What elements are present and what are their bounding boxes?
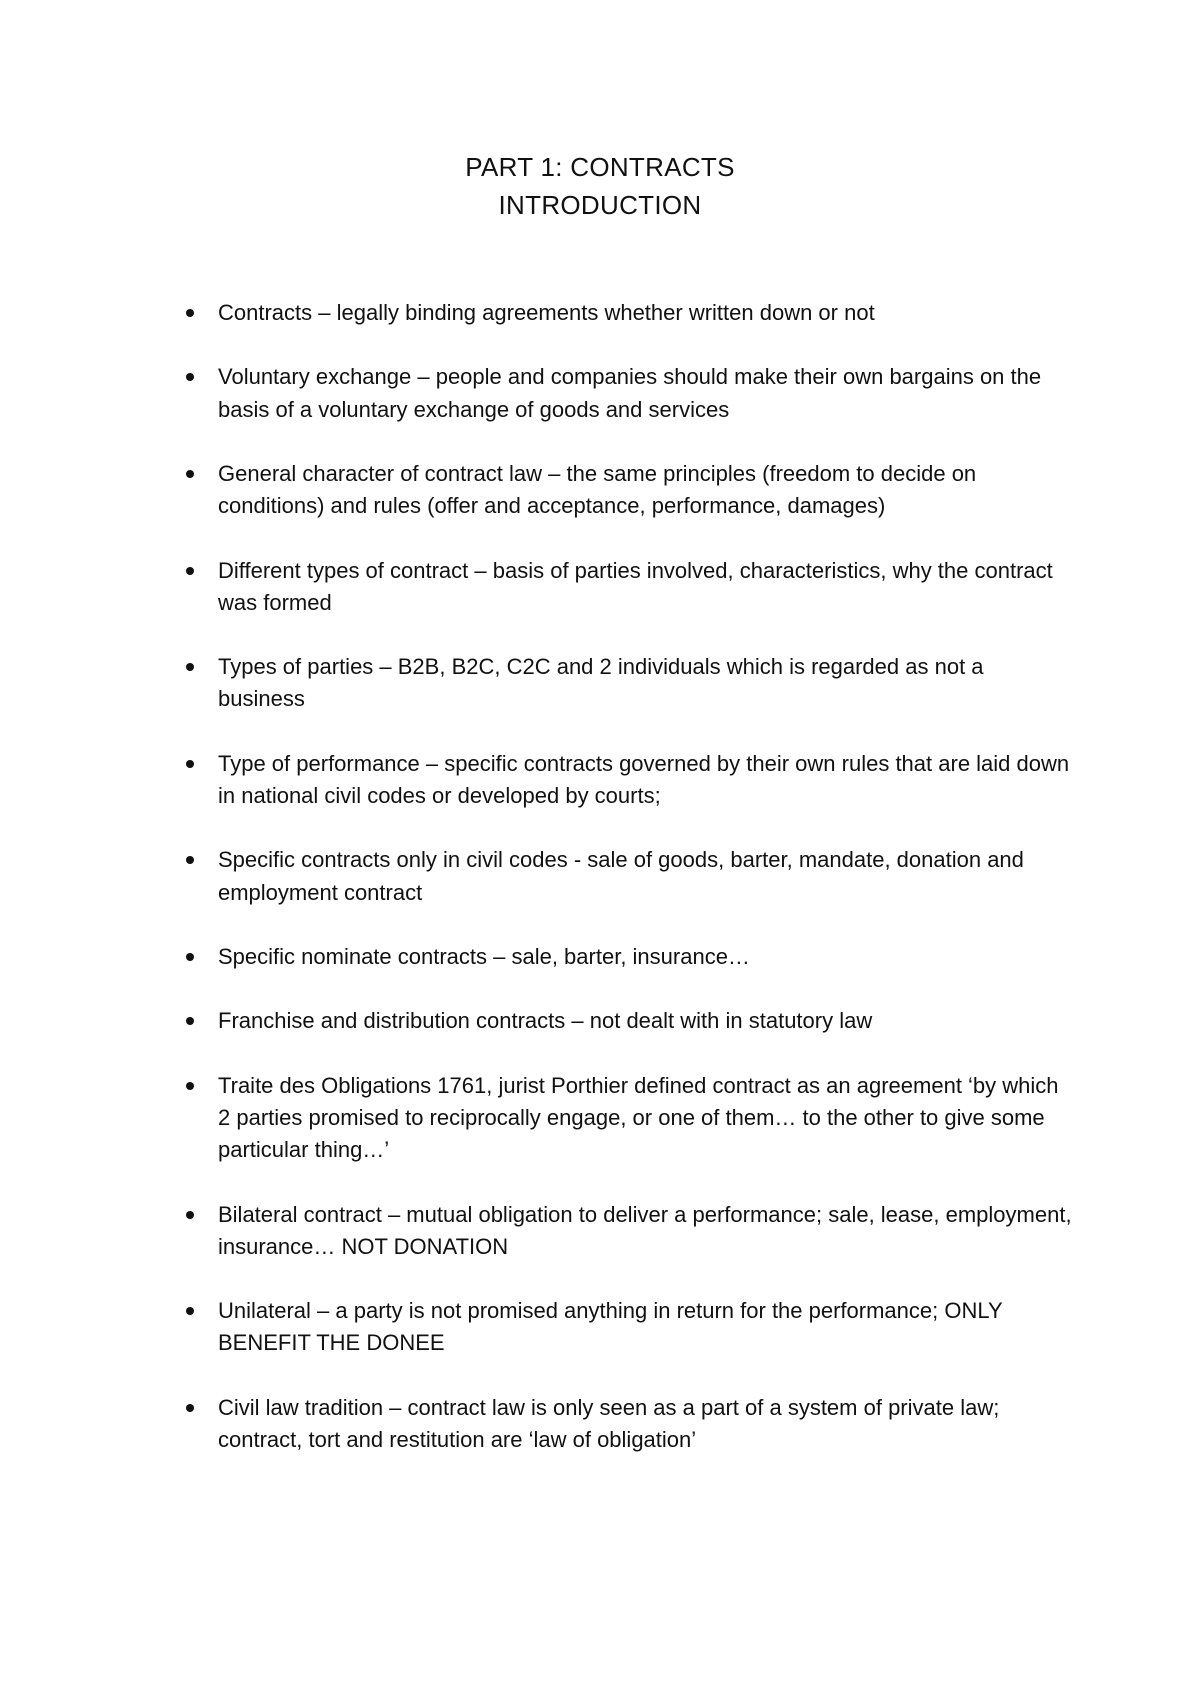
list-item [186,458,1076,522]
bullet-icon [186,1017,194,1025]
list-item-text: Franchise and distribution contracts – not dealt with in statutory law [218,1008,873,1034]
bullet-icon [186,470,194,478]
bullet-icon [186,1082,194,1090]
list-item [186,941,1076,973]
bullet-icon [186,760,194,768]
list-item [186,555,1076,619]
list-item-text: Civil law tradition – contract law is only seen as a part of a system of private law; contract, tort and restitution are ‘law of obligation’ [218,1394,1000,1452]
bullet-icon [186,856,194,864]
list-item-text: Traite des Obligations 1761, jurist Porthier defined contract as an agreement ‘by which 2 parties promised to reciprocally engage, or one of them… to the other to give some particular thing…’ [218,1072,1059,1163]
list-item [186,844,1076,908]
page-subtitle: INTRODUCTION [498,190,702,220]
list-item-text: Bilateral contract – mutual obligation to deliver a performance; sale, lease, employment, insurance… NOT DONATION [218,1201,1072,1259]
bullet-icon [186,309,194,317]
title-block [0,148,1200,224]
list-item-text: Specific nominate contracts – sale, barter, insurance… [218,943,750,969]
list-item-text: Types of parties – B2B, B2C, C2C and 2 individuals which is regarded as not a business [218,654,984,712]
list-item-text: General character of contract law – the same principles (freedom to decide on conditions) and rules (offer and acceptance, performance, damages) [218,460,977,519]
list-item-text: Type of performance – specific contracts governed by their own rules that are laid down in national civil codes or developed by courts; [218,750,1070,808]
list-item-text: Contracts – legally binding agreements whether written down or not [218,300,875,325]
list-item [186,1070,1076,1167]
list-item [186,1005,1076,1037]
list-item-text: Specific contracts only in civil codes - sale of goods, barter, mandate, donation and employment contract [218,847,1024,905]
bullet-icon [186,373,194,381]
bullet-icon [186,1404,194,1412]
list-item [186,651,1076,715]
list-item-text: Voluntary exchange – people and companies should make their own bargains on the basis of a voluntary exchange of goods and services [218,364,1042,422]
list-item [186,297,1076,329]
bullet-icon [186,567,194,575]
list-item [186,748,1076,812]
bullet-icon [186,1211,194,1219]
list-item [186,1295,1076,1359]
bullet-icon [186,663,194,671]
list-item [186,1199,1076,1263]
bullet-icon [186,1307,194,1315]
list-item [186,1392,1076,1456]
bullet-icon [186,953,194,961]
list-item-text: Unilateral – a party is not promised anything in return for the performance; ONLY BENEFIT THE DONEE [218,1298,1003,1356]
page-title: PART 1: CONTRACTS [465,152,735,182]
bullet-list [186,297,1076,1488]
list-item-text: Different types of contract – basis of parties involved, characteristics, why the contract was formed [218,557,1053,615]
list-item [186,361,1076,425]
